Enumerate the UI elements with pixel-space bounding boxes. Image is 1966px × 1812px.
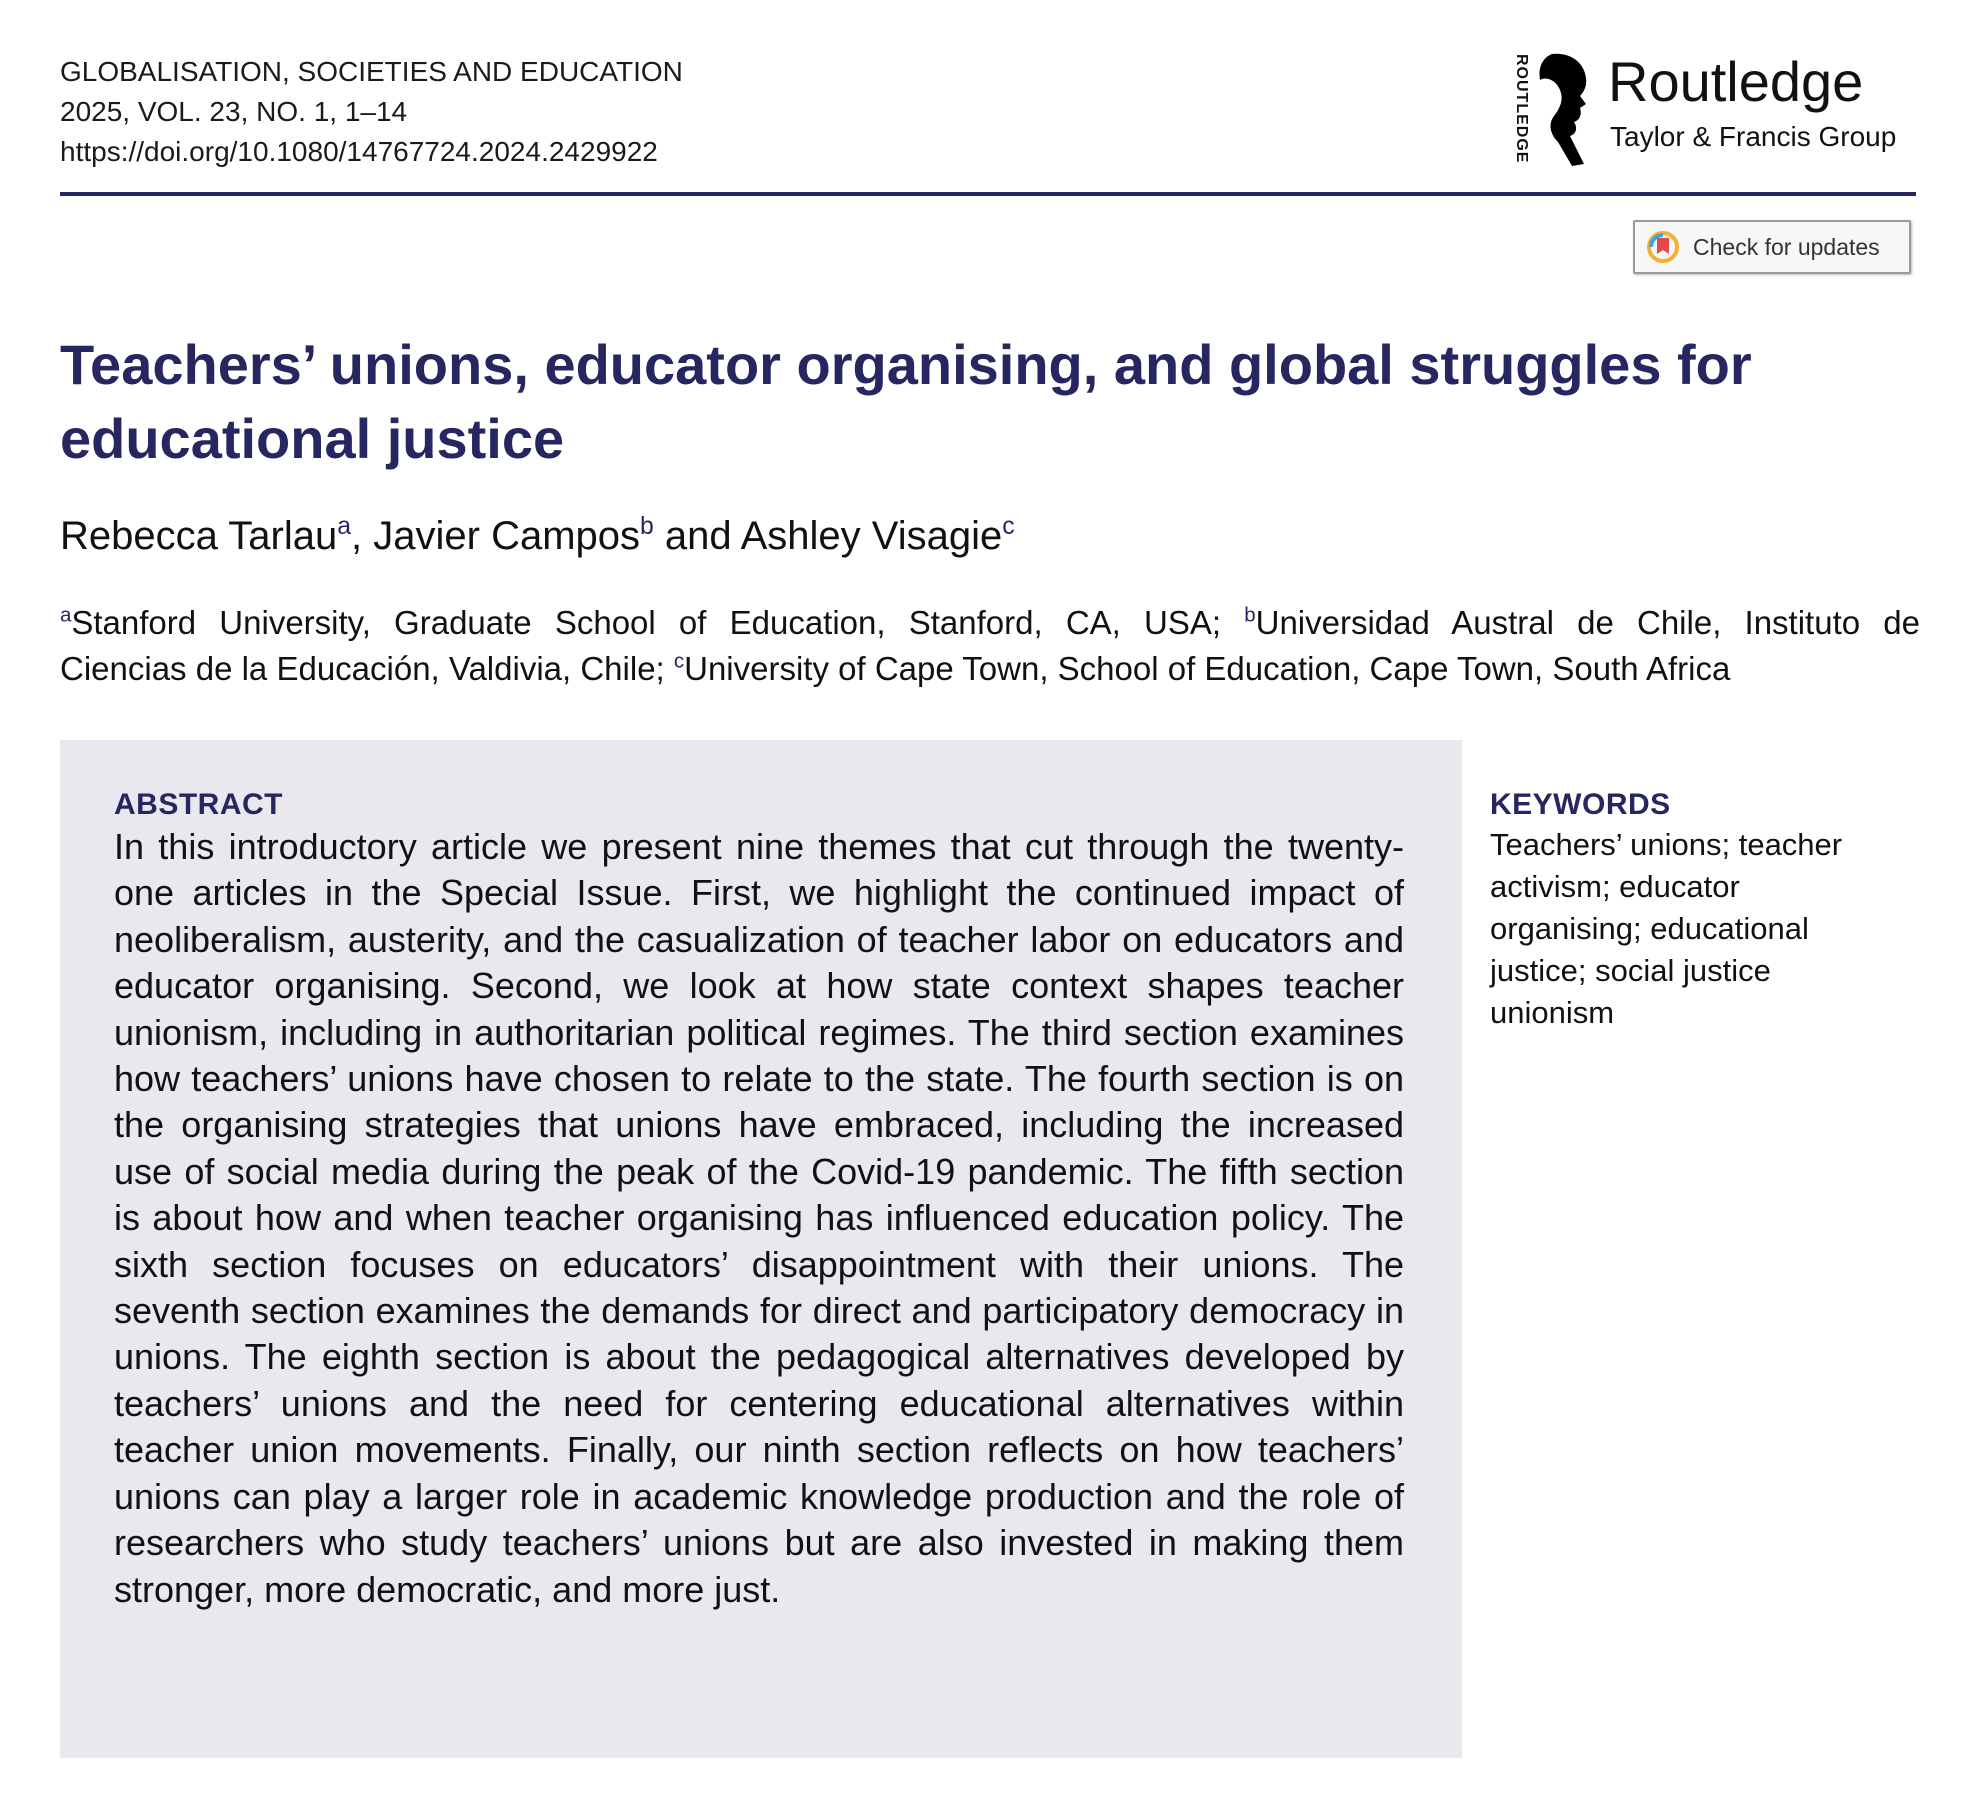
crossmark-icon	[1647, 231, 1679, 263]
affiliations	[60, 600, 1920, 692]
affiliation-text: University of Cape Town, School of Education, Cape Town, South Africa	[684, 650, 1731, 687]
publisher-name: Routledge	[1608, 50, 1864, 113]
check-for-updates-label: Check for updates	[1693, 233, 1880, 260]
author-list	[60, 508, 1015, 564]
affiliation-text: Ciencias de la Educación, Valdivia, Chile;	[60, 650, 674, 687]
author-name[interactable]: Ashley Visagie	[740, 514, 1003, 558]
affiliation-mark: c	[673, 649, 685, 673]
check-for-updates-button[interactable]	[1633, 220, 1911, 274]
author-name[interactable]: Javier Campos	[373, 514, 641, 558]
author-separator: ,	[351, 514, 374, 558]
keywords-heading: KEYWORDS	[1490, 788, 1671, 821]
author-separator: and	[653, 514, 741, 558]
header-divider	[60, 192, 1916, 196]
affiliation-text: Universidad Austral de Chile, Instituto de	[1255, 604, 1920, 641]
journal-meta	[60, 52, 683, 172]
keywords-line: Teachers’ unions; teacher	[1490, 827, 1843, 862]
journal-doi-link[interactable]: https://doi.org/10.1080/14767724.2024.2429922	[60, 136, 658, 167]
publisher-vertical-text: ROUTLEDGE	[1513, 54, 1530, 164]
author-name[interactable]: Rebecca Tarlau	[60, 514, 338, 558]
journal-name: GLOBALISATION, SOCIETIES AND EDUCATION	[60, 56, 683, 87]
keywords-line: justice; social justice	[1490, 953, 1771, 988]
author-affiliation-mark[interactable]: a	[337, 513, 352, 541]
routledge-profile-icon	[1534, 50, 1594, 168]
keywords-list	[1490, 824, 1920, 1034]
journal-volume: 2025, VOL. 23, NO. 1, 1–14	[60, 96, 408, 127]
article-title: Teachers’ unions, educator organising, and global struggles for educational justice	[60, 333, 1752, 470]
abstract-text: In this introductory article we present nine themes that cut through the twenty-one articles in the Special Issue. First, we highlight the continued impact of neoliberalism, austerity, and the casualization of teacher labor on educators and educator organising. Second, we look at how state context shapes teacher unionism, including in authoritarian political regimes. The third section examines how teachers’ unions have chosen to relate to the state. The fourth section is on the organising strategies that unions have embraced, including the increased use of social media during the peak of the Covid-19 pandemic. The fifth section is about how and when teacher organising has influenced education policy. The sixth section focuses on educators’ disappointment with their unions. The seventh section examines the demands for direct and participatory democracy in unions. The eighth section is about the pedagogical alternatives developed by teachers’ unions and the need for centering educational alternatives within teacher union movements. Finally, our ninth section reflects on how teachers’ unions can play a larger role in academic knowledge production and the role of researchers who study teachers’ unions but are also invested in making them stronger, more democratic, and more just.	[114, 826, 1404, 1610]
affiliation-mark: a	[60, 603, 72, 627]
affiliation-text: Stanford University, Graduate School of Education, Stanford, CA, USA;	[71, 604, 1245, 641]
author-affiliation-mark[interactable]: b	[640, 513, 654, 541]
keywords-line: organising; educational	[1490, 911, 1809, 946]
keywords-line: activism; educator	[1490, 869, 1740, 904]
affiliation-line	[60, 600, 1920, 646]
author-affiliation-mark[interactable]: c	[1002, 513, 1015, 541]
keywords-line: unionism	[1490, 995, 1615, 1030]
affiliation-line	[60, 646, 1920, 692]
affiliation-mark: b	[1244, 603, 1256, 627]
publisher-logo	[1506, 50, 1916, 170]
publisher-group: Taylor & Francis Group	[1610, 121, 1897, 152]
abstract-heading: ABSTRACT	[114, 788, 283, 821]
